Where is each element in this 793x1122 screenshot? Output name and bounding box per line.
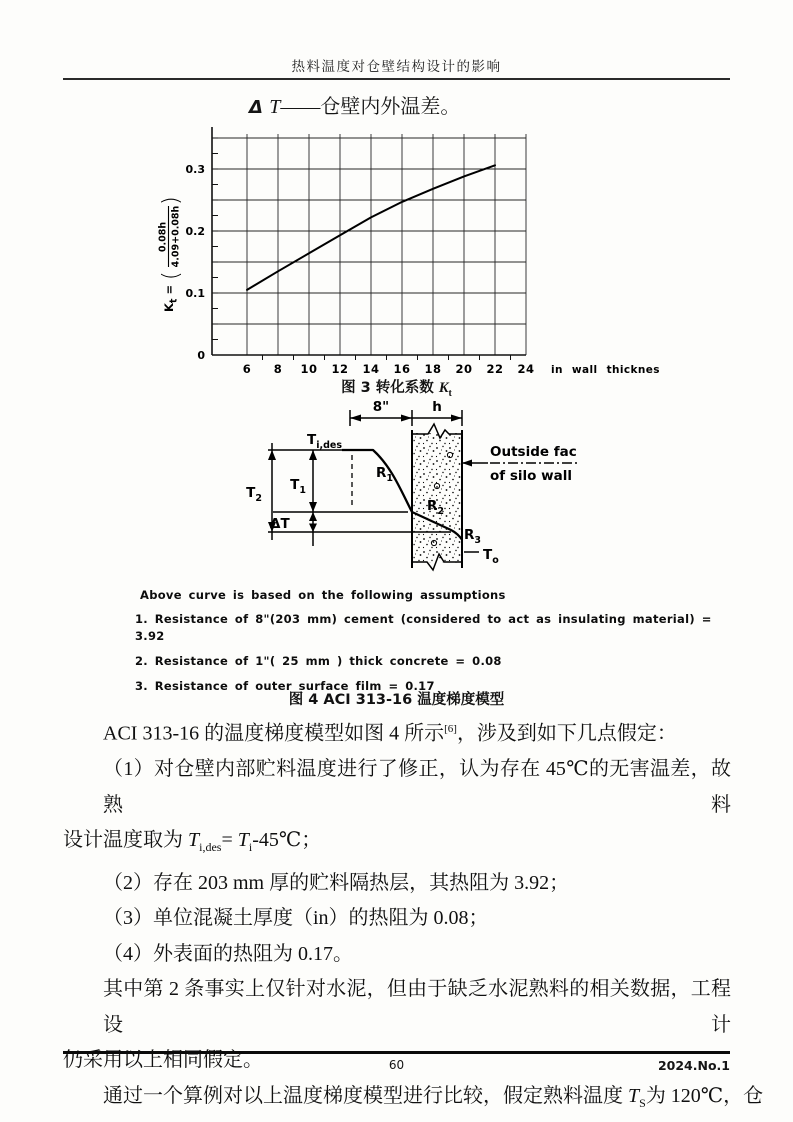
label-t-ides: $T_{i,des}$ bbox=[307, 432, 342, 451]
figure4-caption: 图 4 ACI 313-16 温度梯度模型 bbox=[288, 692, 505, 708]
paragraph-line: 仍采用以上相同假定。 bbox=[63, 1049, 263, 1072]
label-r1: $R_1$ bbox=[376, 465, 394, 484]
chart-dynamic-layer bbox=[186, 127, 660, 376]
dim-arrow-left bbox=[350, 415, 361, 422]
label-t2: $T_2$ bbox=[246, 485, 262, 504]
t2-arrow-up bbox=[268, 450, 276, 460]
assumptions-title: Above curve is based on the following assumptions bbox=[140, 588, 506, 602]
page-number: 60 bbox=[388, 1058, 405, 1072]
t1-arrow-up bbox=[309, 450, 317, 460]
header-rule bbox=[63, 78, 730, 80]
paragraph-line: （1）对仓壁内部贮料温度进行了修正，认为存在 45℃的无害温差，故熟料 bbox=[103, 758, 731, 816]
paragraph-line: （4）外表面的热阻为 0.17。 bbox=[103, 942, 353, 965]
delta-symbol: Δ bbox=[249, 97, 270, 118]
assumption-item: 1. Resistance of 8"(203 mm) cement (considered to act as insulating material) = 3.92 bbox=[135, 612, 712, 643]
fraction-denominator: 4.09+0.08h bbox=[170, 205, 182, 268]
x-tick-label: 6 bbox=[242, 362, 252, 376]
x-tick-label: 16 bbox=[393, 362, 411, 376]
paragraph-line: （3）单位混凝土厚度（in）的热阻为 0.08； bbox=[103, 907, 489, 930]
dim-label-h: h bbox=[432, 399, 442, 415]
paragraph-line: 通过一个算例对以上温度梯度模型进行比较，假定熟料温度 $T_S$为 120℃，仓 bbox=[103, 1084, 764, 1110]
x-axis-label: in wall thicknes bbox=[551, 364, 660, 376]
outside-face-arrow bbox=[462, 460, 472, 467]
assumption-item: 3. Resistance of outer surface film = 0.17 bbox=[135, 679, 435, 693]
dt-arrow-down bbox=[309, 524, 317, 533]
label-t1: $T_1$ bbox=[290, 477, 306, 496]
y-tick-label: 0.3 bbox=[185, 163, 205, 176]
label-dt: ΔT bbox=[270, 516, 290, 532]
x-tick-label: 10 bbox=[300, 362, 318, 376]
paragraph-line: ACI 313-16 的温度梯度模型如图 4 所示[6]，涉及到如下几点假定： bbox=[103, 722, 677, 745]
y-axis-title bbox=[158, 196, 185, 312]
citation-6: [6] bbox=[444, 723, 457, 735]
assumption-item: 2. Resistance of 1"( 25 mm ) thick concrete = 0.08 bbox=[135, 654, 502, 668]
delta-definition bbox=[249, 90, 460, 119]
figure3-chart bbox=[137, 130, 707, 385]
fraction-numerator: 0.08h bbox=[157, 221, 169, 253]
delta-t: T bbox=[269, 96, 281, 118]
label-r2: $R_2$ bbox=[427, 498, 445, 517]
x-tick-label: 14 bbox=[362, 362, 380, 376]
delta-text: ——仓壁内外温差。 bbox=[280, 96, 461, 118]
fraction-open-paren: ( bbox=[159, 271, 184, 280]
x-tick-label: 22 bbox=[486, 362, 504, 376]
footer-rule bbox=[63, 1051, 730, 1054]
assumptions-block bbox=[135, 588, 715, 703]
y-tick-label: 0.2 bbox=[185, 225, 205, 238]
dim-label-8in: 8" bbox=[372, 399, 390, 415]
label-to: $T_o$ bbox=[483, 547, 499, 566]
y-axis-title-k: $K_t$ = bbox=[162, 284, 180, 312]
figure3-caption: 图 3 转化系数 $K_t$ bbox=[341, 380, 452, 399]
paragraph-line: 设计温度取为 $T_{i,des}=$ $T_i-45℃$； bbox=[63, 829, 322, 855]
dim-arrow-mid-right bbox=[401, 415, 412, 422]
y-tick-label: 0 bbox=[197, 349, 205, 362]
paragraph-line: 其中第 2 条事实上仅针对水泥，但由于缺乏水泥熟料的相关数据，工程设计 bbox=[103, 978, 731, 1036]
outside-face-text-1: Outside fac bbox=[490, 444, 577, 460]
x-tick-label: 12 bbox=[331, 362, 349, 376]
dt-arrow-up bbox=[309, 512, 317, 521]
paragraph-line: （2）存在 203 mm 厚的贮料隔热层，其热阻为 3.92； bbox=[103, 871, 570, 894]
x-tick-label: 18 bbox=[424, 362, 442, 376]
label-r3: $R_3$ bbox=[464, 527, 482, 546]
x-tick-label: 8 bbox=[273, 362, 283, 376]
fraction-close-paren: ) bbox=[159, 196, 184, 205]
outside-face-text-2: of silo wall bbox=[490, 468, 572, 484]
t1-arrow-down bbox=[309, 502, 317, 512]
dim-arrow-right bbox=[451, 415, 462, 422]
x-tick-label: 20 bbox=[455, 362, 473, 376]
issue-number: 2024.No.1 bbox=[657, 1058, 730, 1073]
page-title: 热料温度对仓壁结构设计的影响 bbox=[291, 59, 502, 74]
x-tick-label: 24 bbox=[517, 362, 535, 376]
y-tick-label: 0.1 bbox=[185, 287, 205, 300]
figure4-diagram bbox=[240, 393, 592, 595]
